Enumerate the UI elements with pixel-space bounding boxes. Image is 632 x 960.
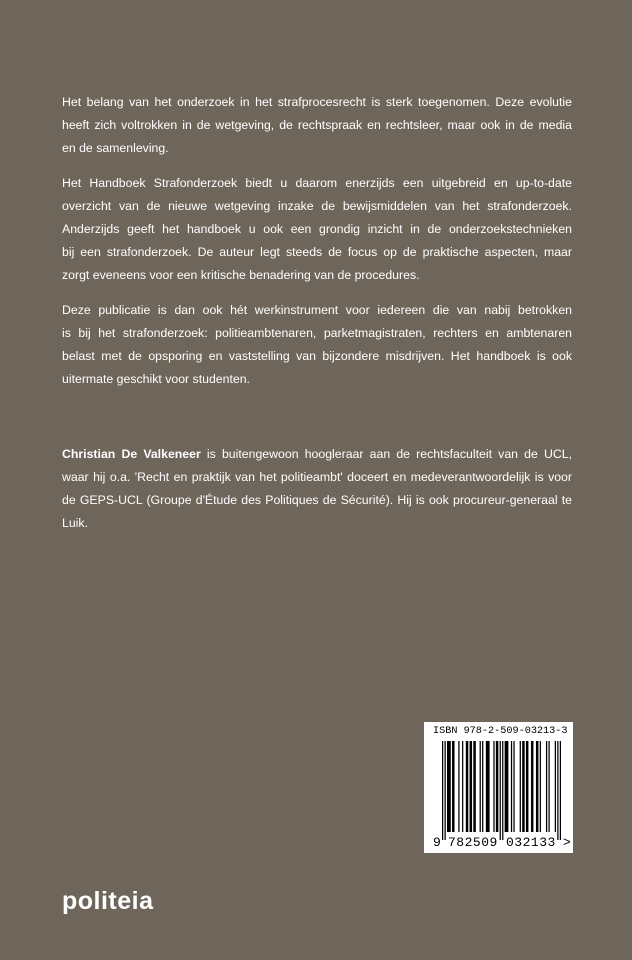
barcode-bar: [452, 741, 455, 832]
ean13-barcode: [442, 741, 561, 840]
barcode-bar: [513, 741, 514, 832]
barcode-bar: [466, 741, 469, 832]
barcode-bar: [536, 741, 539, 832]
barcode-bar: [555, 741, 556, 832]
text-line: overzicht van de nieuwe wetgeving inzake de bewijsmiddelen van het strafonderzoek.: [62, 199, 572, 213]
barcode-bar: [496, 741, 499, 832]
barcode-bar: [447, 741, 451, 832]
barcode-quiet-zone-marker: >: [563, 835, 571, 850]
text-line: de GEPS-UCL (Groupe d'Étude des Politiques de Sécurité). Hij is ook procureur-generaal te: [62, 493, 572, 507]
barcode-guard-bar: [442, 741, 443, 840]
text-line: Luik.: [62, 516, 88, 530]
isbn-barcode-box: [424, 722, 573, 853]
barcode-bar: [482, 741, 483, 832]
barcode-bar: [505, 741, 509, 832]
barcode-guard-bar: [500, 741, 501, 840]
isbn-label: ISBN 978-2-509-03213-3: [433, 726, 568, 737]
author-bio-text: is buitengewoon hoogleraar aan de rechtsfaculteit van de UCL,: [206, 447, 572, 461]
barcode-bar: [480, 741, 481, 832]
barcode-bar: [520, 741, 521, 832]
barcode-bar: [548, 741, 549, 832]
text-line: [62, 443, 572, 466]
blurb-paragraph: [62, 172, 572, 287]
barcode-bar: [458, 741, 459, 832]
barcode-first-digit: 9: [433, 835, 441, 850]
text-line: belast met de opsporing en vaststelling van bijzondere misdrijven. Het handboek is ook: [62, 349, 572, 363]
text-line: en de samenleving.: [62, 141, 169, 155]
barcode-bar: [470, 741, 473, 832]
barcode-bar: [473, 741, 476, 832]
barcode-guard-bar: [502, 741, 503, 840]
barcode-bar: [462, 741, 463, 832]
barcode-bar: [486, 741, 490, 832]
text-line: Het belang van het onderzoek in het strafprocesrecht is sterk toegenomen. Deze evolutie: [62, 95, 572, 109]
barcode-left-digits: 782509: [448, 835, 498, 850]
author-bio: [62, 443, 572, 535]
blurb-paragraph: [62, 91, 572, 160]
barcode-bar: [531, 741, 534, 832]
barcode-bar: [526, 741, 529, 832]
text-line: heeft zich voltrokken in de wetgeving, de rechtspraak en rechtsleer, maar ook in de media: [62, 118, 572, 132]
barcode-right-digits: 032133: [506, 835, 556, 850]
blurb-paragraph: [62, 299, 572, 391]
text-line: uitermate geschikt voor studenten.: [62, 372, 250, 386]
text-line: Anderzijds geeft het handboek u ook een grondig inzicht in de onderzoekstechnieken: [62, 222, 572, 236]
text-line: Deze publicatie is dan ook hét werkinstrument voor iedereen die van nabij betrokken: [62, 303, 572, 317]
publisher-logo: politeia: [62, 887, 154, 915]
text-line: zorgt eveneens voor een kritische benadering van de procedures.: [62, 268, 420, 282]
barcode-bar: [493, 741, 494, 832]
text-line: waar hij o.a. 'Recht en praktijk van het politieambt' doceert en medeverantwoordelijk is voor: [62, 470, 572, 484]
barcode-bar: [511, 741, 512, 832]
text-line: Het Handboek Strafonderzoek biedt u daarom enerzijds een uitgebreid en up-to-date: [62, 176, 572, 190]
barcode-bar: [540, 741, 541, 832]
barcode-guard-bar: [557, 741, 558, 840]
author-name: Christian De Valkeneer: [62, 447, 201, 461]
barcode-bar: [522, 741, 525, 832]
text-line: bij een strafonderzoek. De auteur legt steeds de focus op de praktische aspecten, maar: [62, 245, 572, 259]
barcode-guard-bar: [445, 741, 446, 840]
text-line: is bij het strafonderzoek: politieambtenaren, parketmagistraten, rechters en ambtenaren: [62, 326, 572, 340]
blurb: [62, 91, 572, 403]
barcode-bar: [546, 741, 547, 832]
barcode-guard-bar: [560, 741, 561, 840]
